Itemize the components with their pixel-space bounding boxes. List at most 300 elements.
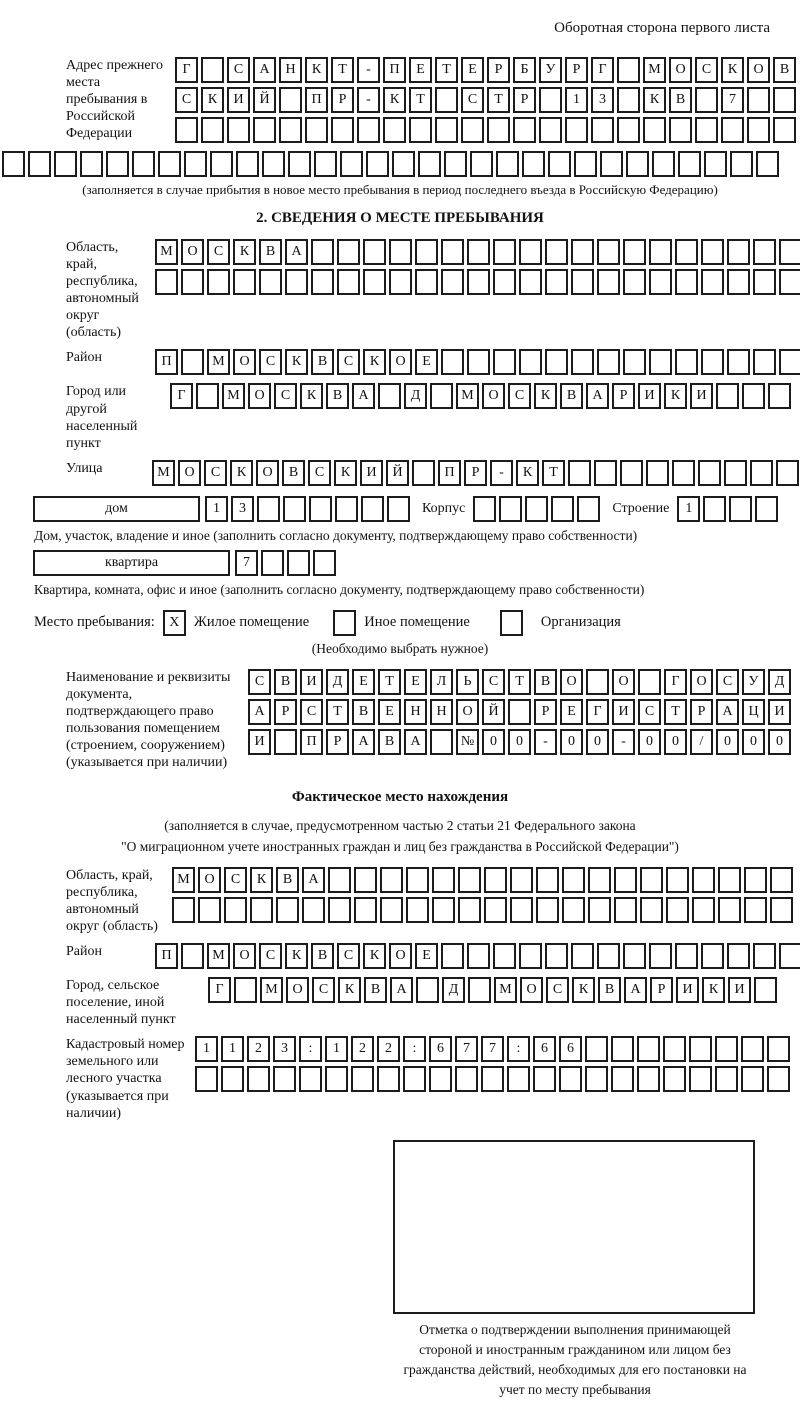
char-cell: [669, 117, 692, 143]
char-cell: С: [248, 669, 271, 695]
char-cell: [328, 867, 351, 893]
char-cell: [545, 349, 568, 375]
char-cell: К: [334, 460, 357, 486]
char-cell: [415, 239, 438, 265]
char-cell: [285, 269, 308, 295]
actual-district-row: [155, 943, 800, 969]
char-cell: [754, 977, 777, 1003]
char-cell: Б: [513, 57, 536, 83]
char-cell: Т: [508, 669, 531, 695]
char-cell: К: [664, 383, 687, 409]
char-cell: [279, 87, 302, 113]
char-cell: К: [363, 349, 386, 375]
char-cell: О: [560, 669, 583, 695]
char-cell: [545, 943, 568, 969]
char-cell: [704, 151, 727, 177]
char-cell: [380, 867, 403, 893]
char-cell: [432, 897, 455, 923]
char-cell: Е: [409, 57, 432, 83]
char-cell: [227, 117, 250, 143]
actual-region-row-2: [172, 897, 793, 923]
char-cell: В: [311, 943, 334, 969]
prev-address-rows: [175, 57, 796, 143]
char-cell: 6: [533, 1036, 556, 1062]
house-type-box: дом: [33, 496, 200, 522]
document-row-2: [248, 699, 791, 725]
char-cell: М: [155, 239, 178, 265]
char-cell: [597, 943, 620, 969]
char-cell: [577, 496, 600, 522]
char-cell: [571, 269, 594, 295]
apartment-type-box: квартира: [33, 550, 230, 576]
char-cell: С: [482, 669, 505, 695]
char-cell: 3: [231, 496, 254, 522]
char-cell: [773, 87, 796, 113]
char-cell: [337, 269, 360, 295]
char-cell: [201, 57, 224, 83]
char-cell: В: [560, 383, 583, 409]
char-cell: Р: [690, 699, 713, 725]
district-label: Район: [66, 350, 102, 366]
char-cell: [585, 1066, 608, 1092]
char-cell: [623, 269, 646, 295]
char-cell: В: [282, 460, 305, 486]
char-cell: М: [260, 977, 283, 1003]
document-row-1: [248, 669, 791, 695]
char-cell: [727, 269, 750, 295]
char-cell: М: [172, 867, 195, 893]
char-cell: [387, 496, 410, 522]
char-cell: [586, 669, 609, 695]
char-cell: Е: [461, 57, 484, 83]
document-field: [0, 669, 800, 771]
cadastral-rows: [195, 1036, 790, 1092]
char-cell: [675, 943, 698, 969]
option-organization-label: Организация: [540, 614, 621, 631]
char-cell: [430, 729, 453, 755]
char-cell: [283, 496, 306, 522]
char-cell: [652, 151, 675, 177]
char-cell: [703, 496, 726, 522]
char-cell: [276, 897, 299, 923]
char-cell: [663, 1066, 686, 1092]
char-cell: [389, 269, 412, 295]
char-cell: 1: [195, 1036, 218, 1062]
char-cell: С: [308, 460, 331, 486]
char-cell: В: [352, 699, 375, 725]
char-cell: [770, 897, 793, 923]
char-cell: С: [461, 87, 484, 113]
char-cell: [236, 151, 259, 177]
char-cell: [493, 269, 516, 295]
char-cell: [565, 117, 588, 143]
char-cell: Т: [409, 87, 432, 113]
char-cell: 0: [638, 729, 661, 755]
char-cell: [649, 269, 672, 295]
char-cell: [253, 117, 276, 143]
char-cell: [366, 151, 389, 177]
region-row-2: [155, 269, 800, 295]
char-cell: [701, 239, 724, 265]
char-cell: [403, 1066, 426, 1092]
char-cell: 1: [325, 1036, 348, 1062]
char-cell: [481, 1066, 504, 1092]
char-cell: [614, 867, 637, 893]
char-cell: [715, 1036, 738, 1062]
char-cell: [779, 269, 800, 295]
char-cell: Т: [664, 699, 687, 725]
char-cell: [545, 239, 568, 265]
char-cell: О: [669, 57, 692, 83]
char-cell: [467, 943, 490, 969]
char-cell: [181, 349, 204, 375]
char-cell: Г: [208, 977, 231, 1003]
char-cell: [689, 1066, 712, 1092]
char-cell: К: [363, 943, 386, 969]
char-cell: -: [612, 729, 635, 755]
char-cell: Л: [430, 669, 453, 695]
region-label: Область, край, республика, автономный округ (область): [66, 240, 139, 341]
char-cell: В: [364, 977, 387, 1003]
char-cell: Й: [253, 87, 276, 113]
char-cell: Т: [378, 669, 401, 695]
char-cell: [591, 117, 614, 143]
char-cell: [196, 383, 219, 409]
apartment-number-cells: [235, 550, 336, 576]
char-cell: С: [259, 349, 282, 375]
char-cell: [594, 460, 617, 486]
char-cell: У: [742, 669, 765, 695]
char-cell: П: [438, 460, 461, 486]
checkbox-residential: X: [163, 610, 186, 636]
option-other-premises-label: Иное помещение: [364, 614, 470, 631]
char-cell: [588, 897, 611, 923]
char-cell: [458, 897, 481, 923]
char-cell: [224, 897, 247, 923]
char-cell: О: [690, 669, 713, 695]
char-cell: [412, 460, 435, 486]
char-cell: [311, 269, 334, 295]
char-cell: У: [539, 57, 562, 83]
char-cell: [406, 867, 429, 893]
char-cell: М: [222, 383, 245, 409]
char-cell: С: [695, 57, 718, 83]
char-cell: [675, 349, 698, 375]
char-cell: И: [248, 729, 271, 755]
char-cell: Р: [565, 57, 588, 83]
street-label: Улица: [66, 460, 103, 476]
char-cell: [340, 151, 363, 177]
char-cell: [175, 117, 198, 143]
actual-city-row: [208, 977, 777, 1003]
char-cell: Е: [560, 699, 583, 725]
char-cell: В: [534, 669, 557, 695]
char-cell: Г: [664, 669, 687, 695]
char-cell: 0: [482, 729, 505, 755]
actual-district-field: [0, 943, 800, 969]
char-cell: [701, 349, 724, 375]
char-cell: В: [669, 87, 692, 113]
char-cell: [314, 151, 337, 177]
char-cell: [247, 1066, 270, 1092]
char-cell: И: [227, 87, 250, 113]
char-cell: [776, 460, 799, 486]
char-cell: [299, 1066, 322, 1092]
char-cell: С: [300, 699, 323, 725]
char-cell: [727, 349, 750, 375]
place-type-row: [34, 610, 800, 636]
char-cell: [718, 867, 741, 893]
char-cell: [562, 867, 585, 893]
char-cell: [499, 496, 522, 522]
char-cell: [638, 669, 661, 695]
char-cell: [753, 349, 776, 375]
char-cell: М: [643, 57, 666, 83]
char-cell: Г: [170, 383, 193, 409]
prev-address-row-2: [175, 87, 796, 113]
char-cell: [571, 239, 594, 265]
char-cell: К: [338, 977, 361, 1003]
char-cell: В: [326, 383, 349, 409]
char-cell: [302, 897, 325, 923]
actual-city-label: Город, сельское поселение, иной населенный пункт: [66, 978, 176, 1028]
char-cell: [779, 349, 800, 375]
char-cell: [611, 1066, 634, 1092]
char-cell: [767, 1036, 790, 1062]
char-cell: [729, 496, 752, 522]
char-cell: [747, 87, 770, 113]
char-cell: В: [378, 729, 401, 755]
char-cell: [455, 1066, 478, 1092]
char-cell: О: [389, 349, 412, 375]
char-cell: К: [643, 87, 666, 113]
street-field: [0, 460, 800, 486]
char-cell: [377, 1066, 400, 1092]
char-cell: [470, 151, 493, 177]
char-cell: 7: [455, 1036, 478, 1062]
char-cell: [2, 151, 25, 177]
char-cell: [727, 239, 750, 265]
option-residential-label: Жилое помещение: [193, 614, 310, 631]
char-cell: [80, 151, 103, 177]
char-cell: [663, 1036, 686, 1062]
char-cell: 0: [768, 729, 791, 755]
char-cell: 0: [508, 729, 531, 755]
district-row: [155, 349, 800, 375]
char-cell: В: [276, 867, 299, 893]
char-cell: [467, 269, 490, 295]
char-cell: [724, 460, 747, 486]
char-cell: 0: [664, 729, 687, 755]
char-cell: П: [155, 349, 178, 375]
char-cell: О: [248, 383, 271, 409]
document-label: Наименование и реквизиты документа, подтверждающего право пользования помещением (строением, сооружением) (указывается при наличии): [66, 669, 231, 771]
char-cell: [351, 1066, 374, 1092]
char-cell: [536, 897, 559, 923]
char-cell: [779, 239, 800, 265]
char-cell: Е: [352, 669, 375, 695]
char-cell: [273, 1066, 296, 1092]
char-cell: [597, 349, 620, 375]
char-cell: [695, 117, 718, 143]
char-cell: [198, 897, 221, 923]
char-cell: [380, 897, 403, 923]
char-cell: [571, 349, 594, 375]
char-cell: [378, 383, 401, 409]
char-cell: Е: [378, 699, 401, 725]
stamp-box: [393, 1140, 755, 1314]
region-row-1: [155, 239, 800, 265]
char-cell: [261, 550, 284, 576]
char-cell: С: [204, 460, 227, 486]
char-cell: Т: [331, 57, 354, 83]
char-cell: [744, 867, 767, 893]
char-cell: [701, 269, 724, 295]
prev-address-row-3: [175, 117, 796, 143]
stamp-caption: Отметка о подтверждении выполнения принимающей стороной и иностранным гражданином или лицом без гражданства действий, необходимых для его постановки на учет по месту пребывания: [403, 1321, 747, 1398]
char-cell: [207, 269, 230, 295]
char-cell: И: [612, 699, 635, 725]
char-cell: С: [337, 943, 360, 969]
char-cell: [311, 239, 334, 265]
char-cell: [597, 269, 620, 295]
char-cell: [274, 729, 297, 755]
char-cell: [493, 239, 516, 265]
char-cell: О: [198, 867, 221, 893]
char-cell: [755, 496, 778, 522]
place-type-label: Место пребывания:: [34, 614, 155, 631]
char-cell: [54, 151, 77, 177]
char-cell: И: [768, 699, 791, 725]
char-cell: Е: [415, 943, 438, 969]
char-cell: М: [207, 943, 230, 969]
region-rows: [155, 239, 800, 295]
char-cell: Г: [591, 57, 614, 83]
char-cell: [288, 151, 311, 177]
char-cell: -: [490, 460, 513, 486]
char-cell: [467, 349, 490, 375]
char-cell: [617, 57, 640, 83]
prev-address-label: Адрес прежнего места пребывания в Российской Федерации: [66, 58, 163, 142]
char-cell: [416, 977, 439, 1003]
char-cell: А: [285, 239, 308, 265]
char-cell: [689, 1036, 712, 1062]
char-cell: [649, 943, 672, 969]
char-cell: [444, 151, 467, 177]
city-row: [170, 383, 791, 409]
house-number-cells: [205, 496, 410, 522]
char-cell: [695, 87, 718, 113]
char-cell: [487, 117, 510, 143]
char-cell: [484, 867, 507, 893]
char-cell: [158, 151, 181, 177]
char-cell: С: [337, 349, 360, 375]
choose-note: (Необходимо выбрать нужное): [311, 640, 489, 656]
char-cell: К: [201, 87, 224, 113]
char-cell: 2: [247, 1036, 270, 1062]
char-cell: О: [482, 383, 505, 409]
char-cell: [559, 1066, 582, 1092]
char-cell: О: [233, 943, 256, 969]
char-cell: С: [175, 87, 198, 113]
char-cell: [519, 943, 542, 969]
char-cell: [250, 897, 273, 923]
char-cell: Д: [442, 977, 465, 1003]
house-note: Дом, участок, владение и иное (заполнить согласно документу, подтверждающему право собственности): [34, 527, 638, 543]
section2-title: 2. СВЕДЕНИЯ О МЕСТЕ ПРЕБЫВАНИЯ: [256, 210, 544, 226]
char-cell: [744, 897, 767, 923]
char-cell: [510, 897, 533, 923]
char-cell: [649, 239, 672, 265]
char-cell: И: [360, 460, 383, 486]
char-cell: [195, 1066, 218, 1092]
char-cell: П: [300, 729, 323, 755]
char-cell: Т: [326, 699, 349, 725]
char-cell: [328, 897, 351, 923]
char-cell: [585, 1036, 608, 1062]
char-cell: О: [747, 57, 770, 83]
char-cell: [468, 977, 491, 1003]
checkbox-organization: [500, 610, 523, 636]
char-cell: А: [253, 57, 276, 83]
char-cell: [675, 269, 698, 295]
char-cell: [508, 699, 531, 725]
prev-address-row-1: [175, 57, 796, 83]
char-cell: 1: [205, 496, 228, 522]
char-cell: [770, 867, 793, 893]
char-cell: [533, 1066, 556, 1092]
char-cell: П: [383, 57, 406, 83]
char-cell: [637, 1066, 660, 1092]
char-cell: Н: [404, 699, 427, 725]
char-cell: [441, 349, 464, 375]
char-cell: И: [690, 383, 713, 409]
cadastral-field: [0, 1036, 800, 1121]
char-cell: О: [456, 699, 479, 725]
char-cell: Т: [542, 460, 565, 486]
char-cell: Е: [404, 669, 427, 695]
building-label: Корпус: [422, 500, 466, 516]
char-cell: [718, 897, 741, 923]
char-cell: С: [227, 57, 250, 83]
char-cell: [279, 117, 302, 143]
building-cells: [473, 496, 600, 522]
char-cell: [646, 460, 669, 486]
cadastral-label: Кадастровый номер земельного или лесного участка (указывается при наличии): [66, 1037, 185, 1121]
char-cell: А: [248, 699, 271, 725]
char-cell: К: [702, 977, 725, 1003]
char-cell: [637, 1036, 660, 1062]
char-cell: Г: [586, 699, 609, 725]
char-cell: [620, 460, 643, 486]
char-cell: М: [207, 349, 230, 375]
char-cell: [640, 897, 663, 923]
char-cell: А: [302, 867, 325, 893]
char-cell: [623, 239, 646, 265]
city-label: Город или другой населенный пункт: [66, 384, 138, 451]
char-cell: -: [357, 57, 380, 83]
char-cell: В: [259, 239, 282, 265]
char-cell: Т: [435, 57, 458, 83]
char-cell: [28, 151, 51, 177]
char-cell: [259, 269, 282, 295]
char-cell: [429, 1066, 452, 1092]
char-cell: К: [250, 867, 273, 893]
char-cell: [756, 151, 779, 177]
char-cell: [721, 117, 744, 143]
char-cell: [432, 867, 455, 893]
char-cell: 7: [235, 550, 258, 576]
